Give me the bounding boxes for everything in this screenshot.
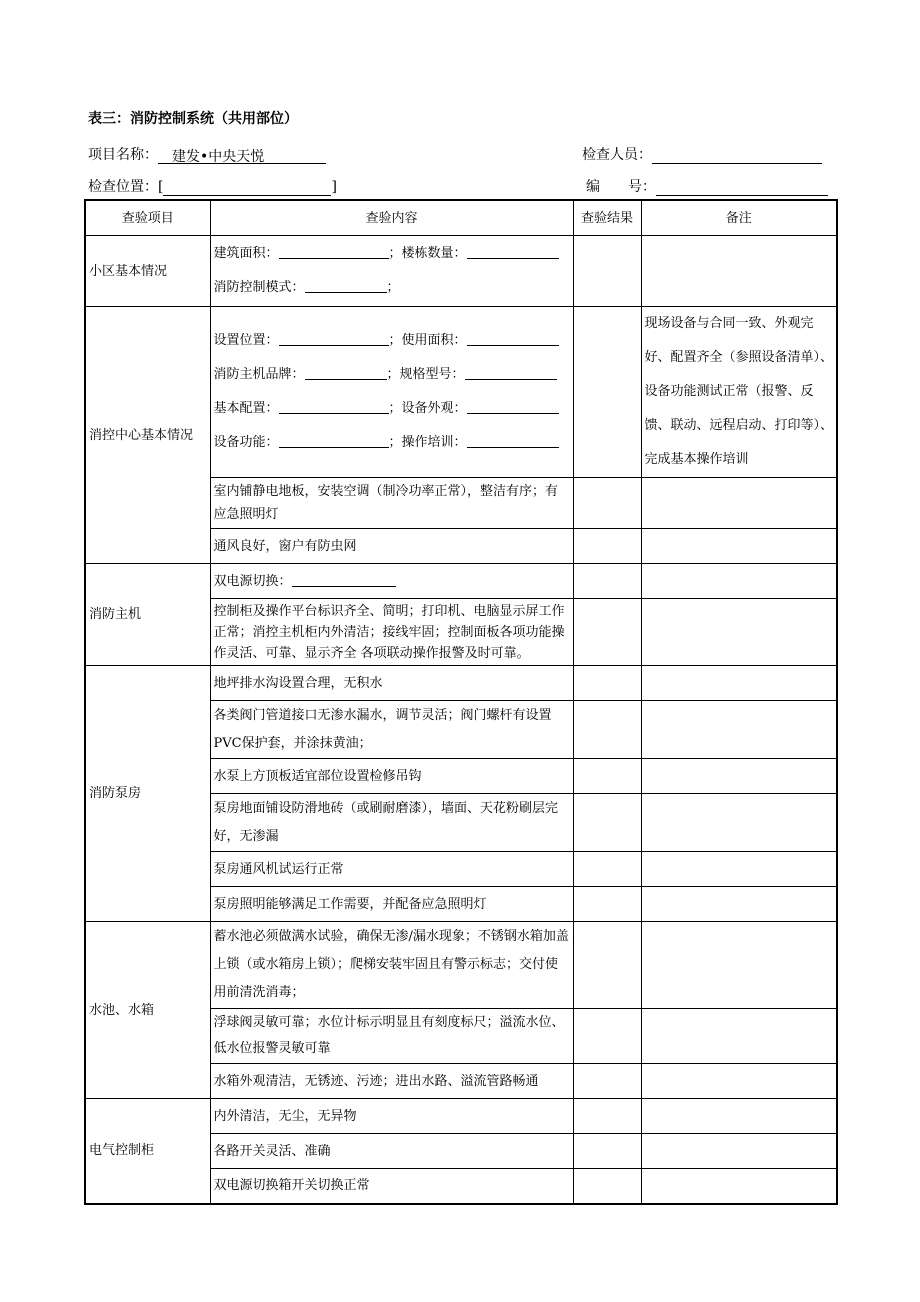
remark-cell: [641, 1064, 837, 1099]
item-control-center: 消控中心基本情况: [85, 307, 210, 564]
result-cell[interactable]: [573, 701, 641, 759]
remark-cell: [641, 1169, 837, 1204]
column-header: 查验内容: [210, 200, 573, 236]
result-cell[interactable]: [573, 794, 641, 852]
fill-blank: [279, 433, 389, 448]
fill-blank: [279, 399, 389, 414]
content-cell: 蓄水池必须做满水试验，确保无渗/漏水现象；不锈钢水箱加盖上锁（或水箱房上锁）；爬梯安装牢固且有警示标志；交付使用前清洗消毒；: [210, 922, 573, 1009]
field-label: 基本配置：: [213, 401, 279, 416]
fill-blank: [279, 331, 389, 346]
remark-cell: [641, 529, 837, 564]
content-cell: 内外清洁，无尘，无异物: [210, 1099, 573, 1134]
project-label: 项目名称：: [88, 147, 158, 163]
remark-cell: [641, 478, 837, 529]
result-cell[interactable]: [573, 852, 641, 887]
content-cell: [210, 564, 573, 599]
column-header: 查验结果: [573, 200, 641, 236]
content-cell: 泵房照明能够满足工作需要，并配备应急照明灯: [210, 887, 573, 922]
page-title: 表三：消防控制系统（共用部位）: [88, 111, 298, 127]
result-cell[interactable]: [573, 529, 641, 564]
content-cell: 各类阀门管道接口无渗水漏水，调节灵活；阀门螺杆有设置PVC保护套，并涂抹黄油；: [210, 701, 573, 759]
result-cell[interactable]: [573, 759, 641, 794]
inspector-label: 检查人员：: [582, 147, 652, 163]
field-label: ；规格型号：: [386, 367, 465, 382]
item-community: 小区基本情况: [85, 236, 210, 307]
remark-cell: [641, 564, 837, 599]
table-row: [85, 666, 837, 701]
remark-cell: [641, 599, 837, 666]
column-header: 备注: [641, 200, 837, 236]
field-label: 设置位置：: [213, 333, 279, 348]
field-label: ；设备外观：: [388, 401, 467, 416]
project-value: 建发•中央天悦: [158, 146, 326, 164]
content-cell: [210, 236, 573, 307]
content-cell: 泵房通风机试运行正常: [210, 852, 573, 887]
table-row: [85, 922, 837, 1009]
field-label: 消防控制模式：: [213, 280, 305, 295]
remark-cell: [641, 236, 837, 307]
field-label: 双电源切换：: [213, 573, 292, 589]
fill-blank: [292, 572, 396, 587]
remark-cell: [641, 701, 837, 759]
remark-cell: [641, 852, 837, 887]
content-cell: 通风良好，窗户有防虫网: [210, 529, 573, 564]
inspector-field: [582, 144, 822, 164]
field-label: ；楼栋数量：: [388, 246, 467, 261]
result-cell[interactable]: [573, 1064, 641, 1099]
table-row: [85, 564, 837, 599]
fill-blank: [279, 244, 389, 259]
result-cell[interactable]: [573, 1009, 641, 1064]
number-label: 编 号：: [586, 179, 656, 195]
field-label: 设备功能：: [213, 435, 279, 450]
content-cell: 双电源切换箱开关切换正常: [210, 1169, 573, 1204]
column-header: 查验项目: [85, 200, 210, 236]
content-cell: 浮球阀灵敏可靠；水位计标示明显且有刻度标尺；溢流水位、低水位报警灵敏可靠: [210, 1009, 573, 1064]
location-close: ]: [331, 179, 337, 195]
field-label: ；使用面积：: [388, 333, 467, 348]
fill-blank: [465, 365, 557, 380]
remark-cell: [641, 887, 837, 922]
field-label: ；操作培训：: [388, 435, 467, 450]
inspection-table: [84, 199, 838, 1205]
content-cell: 室内铺静电地板，安装空调（制冷功率正常），整洁有序；有应急照明灯: [210, 478, 573, 529]
number-field: [586, 176, 828, 196]
remark-cell: 现场设备与合同一致、外观完好、配置齐全（参照设备清单）、设备功能测试正常（报警、反馈、联动、远程启动、打印等）、完成基本操作培训: [641, 307, 837, 478]
inspector-blank: [652, 147, 822, 164]
fill-blank: [467, 433, 559, 448]
result-cell[interactable]: [573, 307, 641, 478]
content-cell: 泵房地面铺设防滑地砖（或刷耐磨漆），墙面、天花粉刷层完好，无渗漏: [210, 794, 573, 852]
remark-cell: [641, 666, 837, 701]
fill-blank: [467, 244, 559, 259]
result-cell[interactable]: [573, 599, 641, 666]
result-cell[interactable]: [573, 236, 641, 307]
fill-blank: [305, 278, 387, 293]
remark-cell: [641, 759, 837, 794]
result-cell[interactable]: [573, 887, 641, 922]
table-row: [85, 1099, 837, 1134]
field-label: ；: [386, 280, 400, 295]
result-cell[interactable]: [573, 478, 641, 529]
result-cell[interactable]: [573, 564, 641, 599]
content-cell: 水泵上方顶板适宜部位设置检修吊钩: [210, 759, 573, 794]
remark-cell: [641, 1134, 837, 1169]
field-label: 消防主机品牌：: [213, 367, 305, 382]
result-cell[interactable]: [573, 1169, 641, 1204]
item-pump-room: 消防泵房: [85, 666, 210, 922]
item-fire-host: 消防主机: [85, 564, 210, 666]
content-cell: [210, 307, 573, 478]
remark-cell: [641, 1009, 837, 1064]
location-field: [88, 176, 337, 196]
field-label: 建筑面积：: [213, 246, 279, 261]
content-cell: 各路开关灵活、准确: [210, 1134, 573, 1169]
item-tank: 水池、水箱: [85, 922, 210, 1099]
result-cell[interactable]: [573, 1099, 641, 1134]
location-blank: [163, 179, 331, 196]
result-cell[interactable]: [573, 666, 641, 701]
content-cell: 控制柜及操作平台标识齐全、简明；打印机、电脑显示屏工作正常；消控主机柜内外清洁；接线牢固；控制面板各项功能操作灵活、可靠、显示齐全 各项联动操作报警及时可靠。: [210, 599, 573, 666]
table-header-row: [85, 200, 837, 236]
fill-blank: [467, 399, 559, 414]
content-cell: 地坪排水沟设置合理，无积水: [210, 666, 573, 701]
remark-cell: [641, 1099, 837, 1134]
table-row: [85, 307, 837, 478]
item-electric-cabinet: 电气控制柜: [85, 1099, 210, 1204]
result-cell[interactable]: [573, 1134, 641, 1169]
result-cell[interactable]: [573, 922, 641, 1009]
number-blank: [656, 179, 828, 196]
fill-blank: [467, 331, 559, 346]
fill-blank: [305, 365, 387, 380]
remark-cell: [641, 922, 837, 1009]
content-cell: 水箱外观清洁，无锈迹、污迹；进出水路、溢流管路畅通: [210, 1064, 573, 1099]
project-field: [88, 144, 326, 164]
remark-cell: [641, 794, 837, 852]
location-label: 检查位置：[: [88, 179, 164, 195]
table-row: [85, 236, 837, 307]
